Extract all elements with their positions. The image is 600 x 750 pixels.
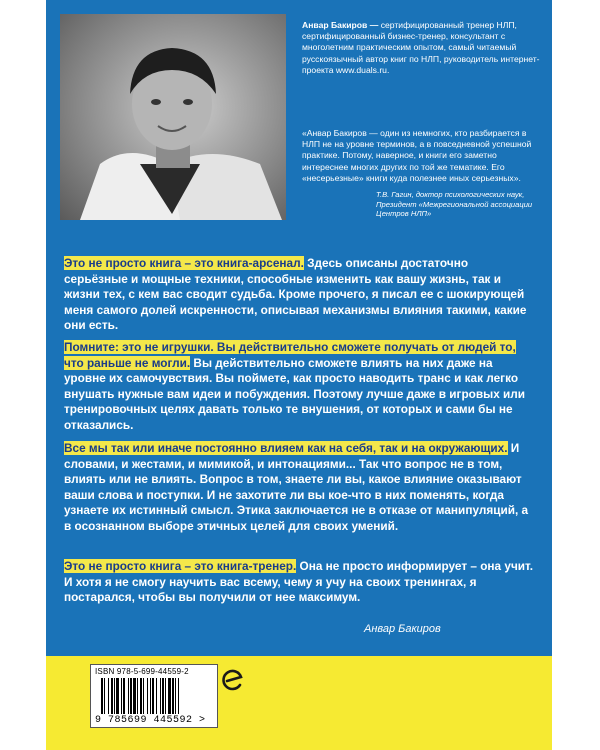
barcode-bar (143, 678, 144, 714)
paragraph-4-highlight: Это не просто книга – это книга-тренер. (64, 559, 297, 573)
barcode-bar (121, 678, 122, 714)
barcode-bar (123, 678, 125, 714)
barcode-digits: 9 785699 445592 > (95, 715, 206, 726)
barcode-bar (178, 678, 179, 714)
barcode-bar (130, 678, 132, 714)
barcode-bar (172, 678, 174, 714)
review-author-line2: Президент «Межрегиональной ассоциации Центров НЛП» (376, 199, 533, 219)
paragraph-2 (64, 340, 534, 434)
barcode-bar (101, 678, 103, 714)
barcode-bar (152, 678, 154, 714)
barcode-bar (175, 678, 176, 714)
barcode-bar (150, 678, 151, 714)
barcode-bar (128, 678, 129, 714)
barcode-bar (140, 678, 142, 714)
author-bio-text: сертифицированный тренер НЛП, сертифицированный бизнес-тренер, консультант с многолетним практическим опытом, самый читаемый русскоязычный автор книг по НЛП, руководитель интернет-проекта www.duals.ru. (302, 20, 540, 75)
barcode-bar (133, 678, 136, 714)
barcode-bar (165, 678, 166, 714)
barcode-bar (147, 678, 148, 714)
publisher-logo-icon (220, 668, 246, 694)
barcode-bar (108, 678, 109, 714)
barcode-bar (156, 678, 157, 714)
isbn-barcode-box (90, 664, 218, 728)
signature: Анвар Бакиров (364, 623, 441, 635)
paragraph-3-highlight: Все мы так или иначе постоянно влияем как на себя, так и на окружающих. (64, 441, 508, 455)
paragraph-2-text: Вы действительно сможете влиять на них даже на уровне их самочувствия. Вы поймете, как просто наводить транс и как легко внушать нужные вам идеи и побуждения. Поэтому лучше даже в игровых или тренировочных целях давать только те внушения, от которых и сами бы не отказались. (64, 355, 526, 432)
paragraph-2-highlight: Помните: это не игрушки. Вы действительно сможете получать от людей то, что раньше не могли. (64, 340, 516, 370)
paragraph-3 (64, 441, 534, 535)
author-name: Анвар Бакиров — (302, 20, 379, 30)
barcode-bar (116, 678, 119, 714)
author-bio (302, 20, 544, 76)
footer-strip (46, 656, 552, 750)
barcode-graphic (101, 678, 207, 716)
paragraph-4-text: Она не просто информирует – она учит. И хотя я не смогу научить вас всему, чему я учу на своих тренингах, я постарался, чтобы вы получили от нее максимум. (64, 559, 534, 605)
barcode-bar (104, 678, 105, 714)
barcode-bar (162, 678, 164, 714)
review-author-line1: Т.В. Гагин, доктор психологических наук, (376, 190, 525, 199)
review-quote: «Анвар Бакиров — один из немногих, кто разбирается в НЛП не на уровне терминов, а в повседневной успешной практике. Потому, наверное, и книги его заметно интереснее многих других по той же тематике. Его «несерьезные» книги куда полезнее иных серьезных». (302, 128, 532, 183)
book-back-cover (46, 0, 552, 750)
paragraph-4 (64, 559, 534, 606)
barcode-bar (111, 678, 113, 714)
barcode-bar (114, 678, 115, 714)
isbn-label: ISBN 978-5-699-44559-2 (95, 667, 189, 676)
paragraph-1 (64, 256, 534, 334)
barcode-bar (168, 678, 171, 714)
review-author (376, 190, 540, 219)
barcode-bar (160, 678, 161, 714)
paragraph-1-highlight: Это не просто книга – это книга-арсенал. (64, 256, 304, 270)
barcode-bar (137, 678, 138, 714)
paragraph-1-text: Здесь описаны достаточно серьёзные и мощные техники, способные изменить как вашу жизнь, так и жизни тех, с кем вас сводит судьба. Кроме прочего, я писал ее с шокирующей меня самого долей искренности, описывая механизмы влияния такими, какие они есть. (64, 256, 527, 333)
paragraph-3-text: И словами, и жестами, и мимикой, и интонациями... Так что вопрос не в том, влиять или не влиять. Вопрос в том, знаете ли вы, какое влияние оказывают ваши слова и поступки. И не захотите ли вы кое-что в них поменять, когда узнаете их истинный смысл. Этика заключается не в отказе от манипуляций, а в осознанном выборе этичных целей для своих умений. (64, 441, 529, 533)
author-photo (60, 14, 286, 220)
